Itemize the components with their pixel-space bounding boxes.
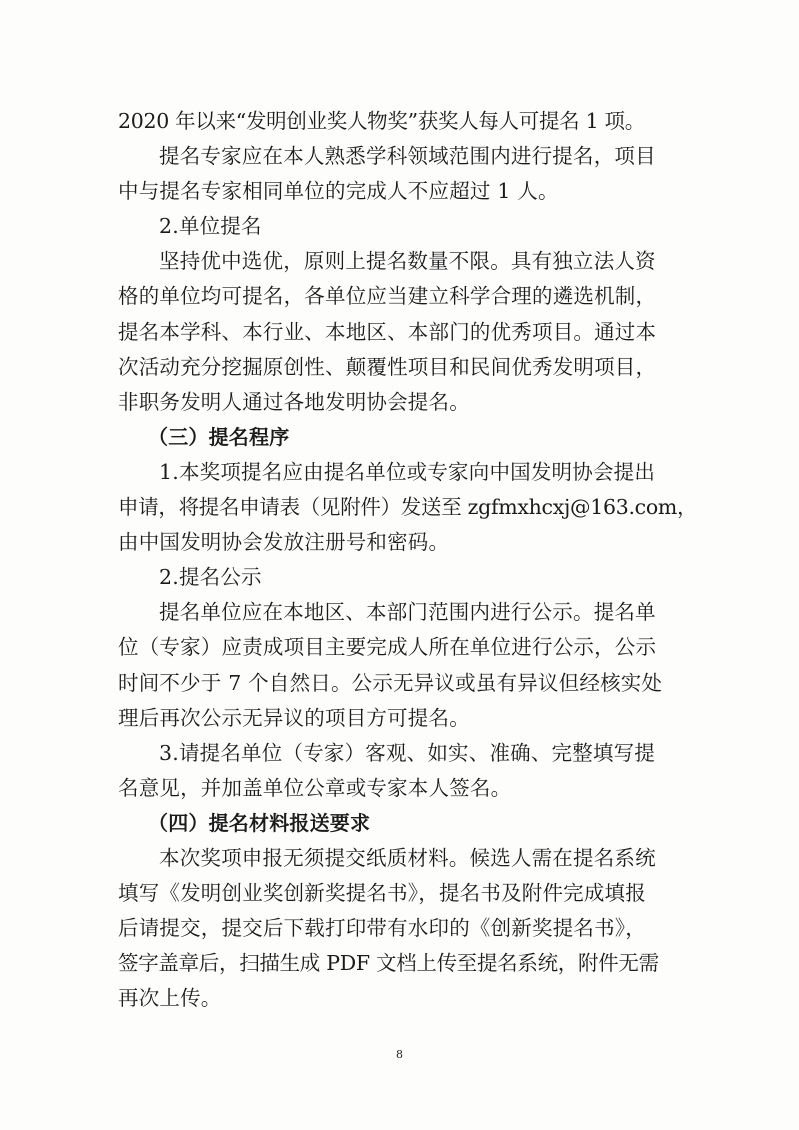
text-line-12-email: 申请，将提名申请表（见附件）发送至 zgfmxhcxj@163.com，	[118, 495, 698, 520]
section-heading-materials: （四）提名材料报送要求	[148, 810, 371, 835]
text-line-02: 提名专家应在本人熟悉学科领域范围内进行提名，项目	[159, 144, 656, 169]
text-line-09: 非职务发明人通过各地发明协会提名。	[118, 389, 470, 414]
text-line-23: 填写《发明创业奖创新奖提名书》，提名书及附件完成填报	[118, 881, 646, 906]
text-line-01: 2020 年以来“发明创业奖人物奖”获奖人每人可提名 1 项。	[118, 109, 645, 133]
text-line-03: 中与提名专家相同单位的完成人不应超过 1 人。	[118, 179, 559, 204]
text-line-24: 后请提交，提交后下载打印带有水印的《创新奖提名书》，	[118, 916, 646, 941]
text-line-13: 由中国发明协会发放注册号和密码。	[118, 530, 450, 555]
text-line-19: 3.请提名单位（专家）客观、如实、准确、完整填写提	[159, 740, 656, 765]
text-line-18: 理后再次公示无异议的项目方可提名。	[118, 705, 470, 730]
text-line-20: 名意见，并加盖单位公章或专家本人签名。	[118, 775, 512, 800]
document-body	[118, 104, 698, 1016]
page-number: 8	[396, 1048, 403, 1061]
text-line-22: 本次奖项申报无须提交纸质材料。候选人需在提名系统	[159, 845, 656, 870]
text-line-07: 提名本学科、本行业、本地区、本部门的优秀项目。通过本	[118, 319, 657, 344]
section-heading-procedure: （三）提名程序	[148, 424, 290, 449]
text-line-08: 次活动充分挖掘原创性、颠覆性项目和民间优秀发明项目，	[118, 354, 657, 379]
text-line-11: 1.本奖项提名应由提名单位或专家向中国发明协会提出	[159, 459, 656, 484]
text-line-26: 再次上传。	[118, 986, 222, 1011]
text-line-05: 坚持优中选优，原则上提名数量不限。具有独立法人资	[159, 249, 656, 274]
text-line-06: 格的单位均可提名，各单位应当建立科学合理的遴选机制，	[118, 284, 657, 309]
text-line-17: 时间不少于 7 个自然日。公示无异议或虽有异议但经核实处	[118, 670, 663, 695]
section-label-unit-nomination: 2.单位提名	[159, 214, 262, 239]
text-line-15: 提名单位应在本地区、本部门范围内进行公示。提名单	[159, 600, 656, 625]
section-label-publicity: 2.提名公示	[159, 565, 262, 590]
text-line-16: 位（专家）应责成项目主要完成人所在单位进行公示，公示	[118, 635, 657, 660]
text-line-25: 签字盖章后，扫描生成 PDF 文档上传至提名系统，附件无需	[118, 951, 659, 976]
